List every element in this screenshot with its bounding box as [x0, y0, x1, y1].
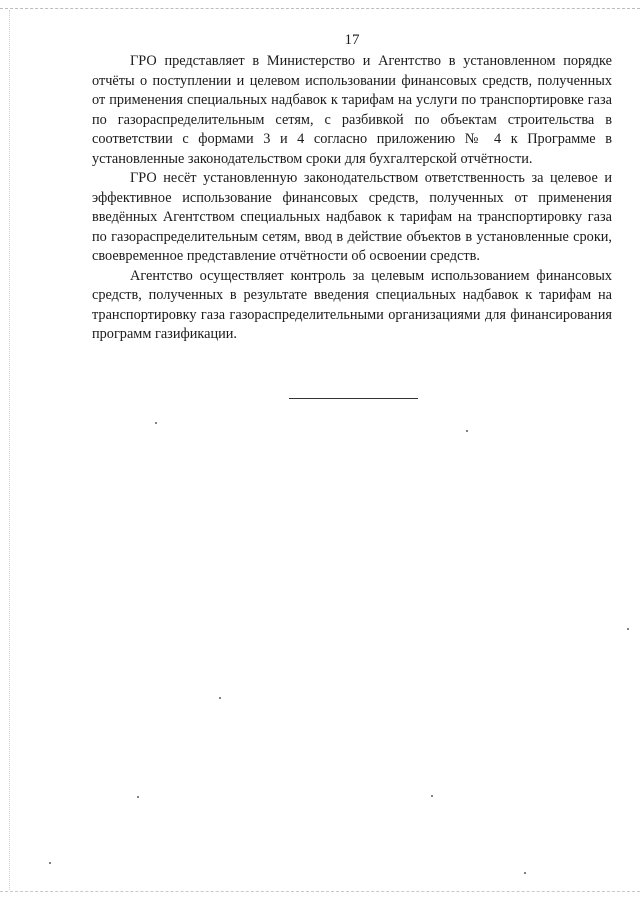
page-number: 17 [344, 32, 360, 48]
scan-speck [524, 872, 526, 874]
scan-speck [627, 628, 629, 630]
scan-edge-left [9, 10, 10, 890]
scan-speck [219, 697, 221, 699]
body-text [92, 52, 612, 345]
paragraph-reporting: ГРО представляет в Министерство и Агентство в установленном порядке отчёты о поступлении и целевом использовании финансовых средств, полученных от применения специальных надбавок к тарифам на услуги по транспортировке газа по газораспределительным сетям, с разбивкой по объектам строительства в соответствии с формами 3 и 4 согласно приложению № 4 к Программе в установленные законодательством сроки для бухгалтерской отчётности. [92, 53, 612, 167]
scan-edge-top [0, 8, 640, 9]
scan-speck [431, 795, 433, 797]
scan-speck [466, 430, 468, 432]
paragraph-control: Агентство осуществляет контроль за целевым использованием финансовых средств, полученных в результате введения специальных надбавок к тарифам на транспортировку газа газораспределительными организациями для финансирования программ газификации. [92, 267, 612, 342]
scan-speck [137, 796, 139, 798]
scan-edge-bottom [0, 891, 640, 892]
paragraph-responsibility: ГРО несёт установленную законодательством ответственность за целевое и эффективное использование финансовых средств, полученных от применения введённых Агентством специальных надбавок к тарифам на транспортировку газа по газораспределительным сетям, ввод в действие объектов в установленные сроки, своевременное представление отчётности об освоении средств. [92, 170, 612, 264]
scan-speck [155, 422, 157, 424]
scan-speck [49, 862, 51, 864]
end-of-text-rule [289, 398, 418, 399]
